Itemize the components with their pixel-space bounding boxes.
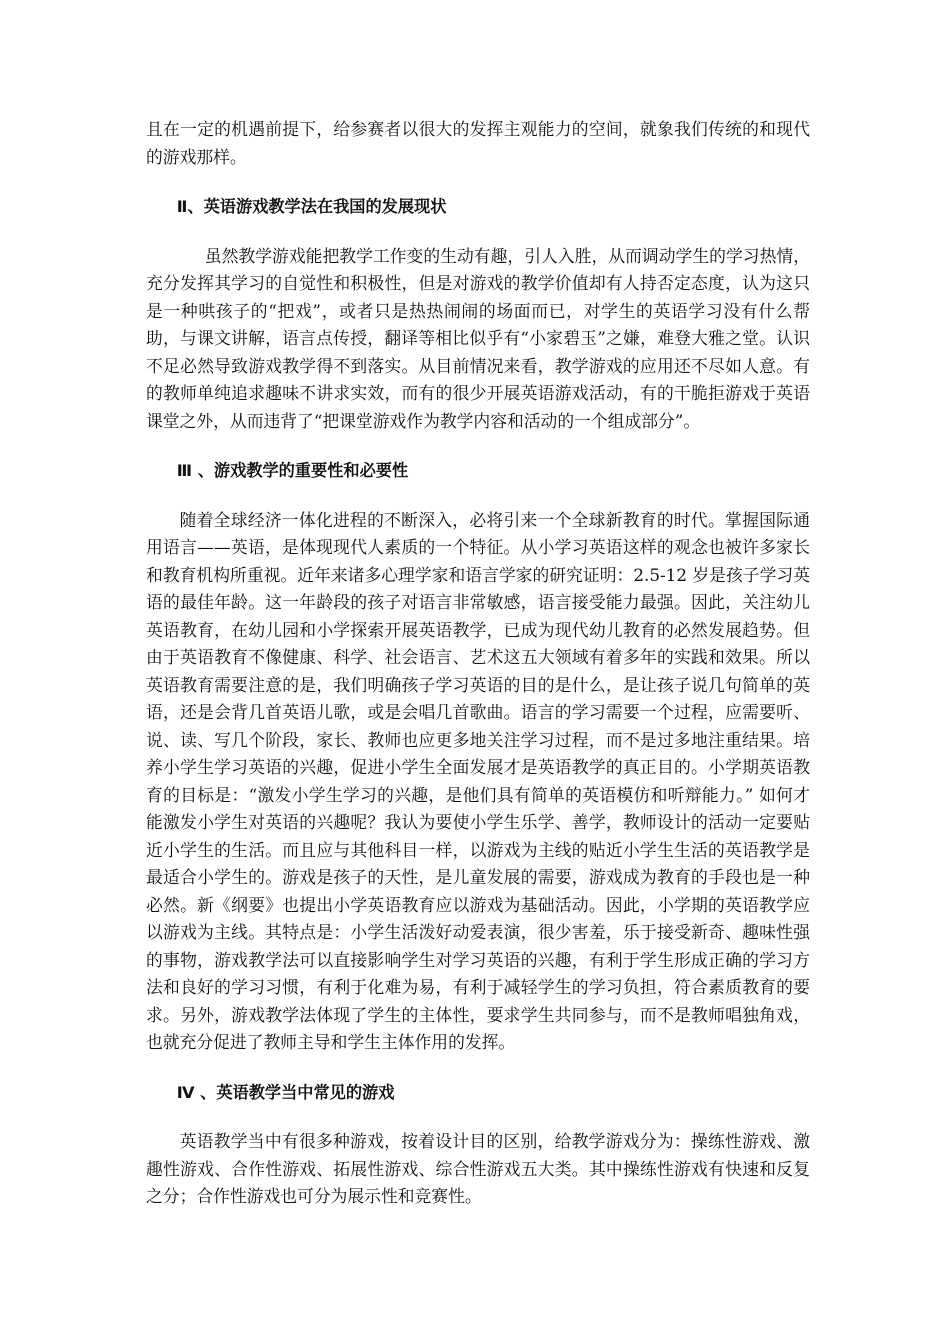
paragraph-common-games: 英语教学当中有很多种游戏，按着设计目的区别，给教学游戏分为：操练性游戏、激趣性游戏、合作性游戏、拓展性游戏、综合性游戏五大类。其中操练性游戏有快速和反复之分；合作性游戏也可分为展示性和竞赛性。 xyxy=(146,1131,810,1206)
section-heading-4: Ⅳ 、英语教学当中常见的游戏 xyxy=(176,1082,395,1102)
paragraph-continuation: 且在一定的机遇前提下，给参赛者以很大的发挥主观能力的空间，就象我们传统的和现代的游戏那样。 xyxy=(146,119,810,167)
document-body xyxy=(146,116,810,1211)
paragraph-development-status: 虽然教学游戏能把教学工作变的生动有趣，引人入胜，从而调动学生的学习热情，充分发挥其学习的自觉性和积极性，但是对游戏的教学价值却有人持否定态度，认为这只是一种哄孩子的“把戏”，或者只是热热闹闹的场面而已，对学生的英语学习没有什么帮助，与课文讲解，语言点传授，翻译等相比似乎有“小家碧玉”之嫌，难登大雅之堂。认识不足必然导致游戏教学得不到落实。从目前情况来看，教学游戏的应用还不尽如人意。有的教师单纯追求趣味不讲求实效，而有的很少开展英语游戏活动，有的干脆拒游戏于英语课堂之外，从而违背了“把课堂游戏作为教学内容和活动的一个组成部分”。 xyxy=(146,245,810,431)
section-heading-3: Ⅲ 、游戏教学的重要性和必要性 xyxy=(176,461,409,480)
section-heading-2: Ⅱ、英语游戏教学法在我国的发展现状 xyxy=(176,197,447,216)
paragraph-importance: 随着全球经济一体化进程的不断深入，必将引来一个全球新教育的时代。掌握国际通用语言——英语，是体现现代人素质的一个特征。从小学习英语这样的观念也被许多家长和教育机构所重视。近年来诸多心理学家和语言学家的研究证明：2.5-12 岁是孩子学习英语的最佳年龄。这一年龄段的孩子对语言非常敏感，语言接受能力最强。因此，关注幼儿英语教育，在幼儿园和小学探索开展英语教学，已成为现代幼儿教育的必然发展趋势。但由于英语教育不像健康、科学、社会语言、艺术这五大领域有着多年的实践和效果。所以英语教育需要注意的是，我们明确孩子学习英语的目的是什么，是让孩子说几句简单的英语，还是会背几首英语儿歌，或是会唱几首歌曲。语言的学习需要一个过程，应需要听、说、读、写几个阶段，家长、教师也应更多地关注学习过程，而不是过多地注重结果。培养小学生学习英语的兴趣，促进小学生全面发展才是英语教学的真正目的。小学期英语教育的目标是：“激发小学生学习的兴趣，是他们具有简单的英语模仿和听辩能力。” 如何才能激发小学生对英语的兴趣呢？我认为要使小学生乐学、善学，教师设计的活动一定要贴近小学生的生活。而且应与其他科目一样，以游戏为主线的贴近小学生生活的英语教学是最适合小学生的。游戏是孩子的天性，是儿童发展的需要，游戏成为教育的手段也是一种必然。新《纲要》也提出小学英语教育应以游戏为基础活动。因此，小学期的英语教学应以游戏为主线。其特点是：小学生活泼好动爱表演，很少害羞，乐于接受新奇、趣味性强的事物，游戏教学法可以直接影响学生对学习英语的兴趣，有利于学生形成正确的学习方法和良好的学习习惯，有利于化难为易，有利于减轻学生的学习负担，符合素质教育的要求。另外，游戏教学法体现了学生的主体性，要求学生共同参与，而不是教师唱独角戏，也就充分促进了教师主导和学生主体作用的发挥。 xyxy=(146,509,810,1052)
